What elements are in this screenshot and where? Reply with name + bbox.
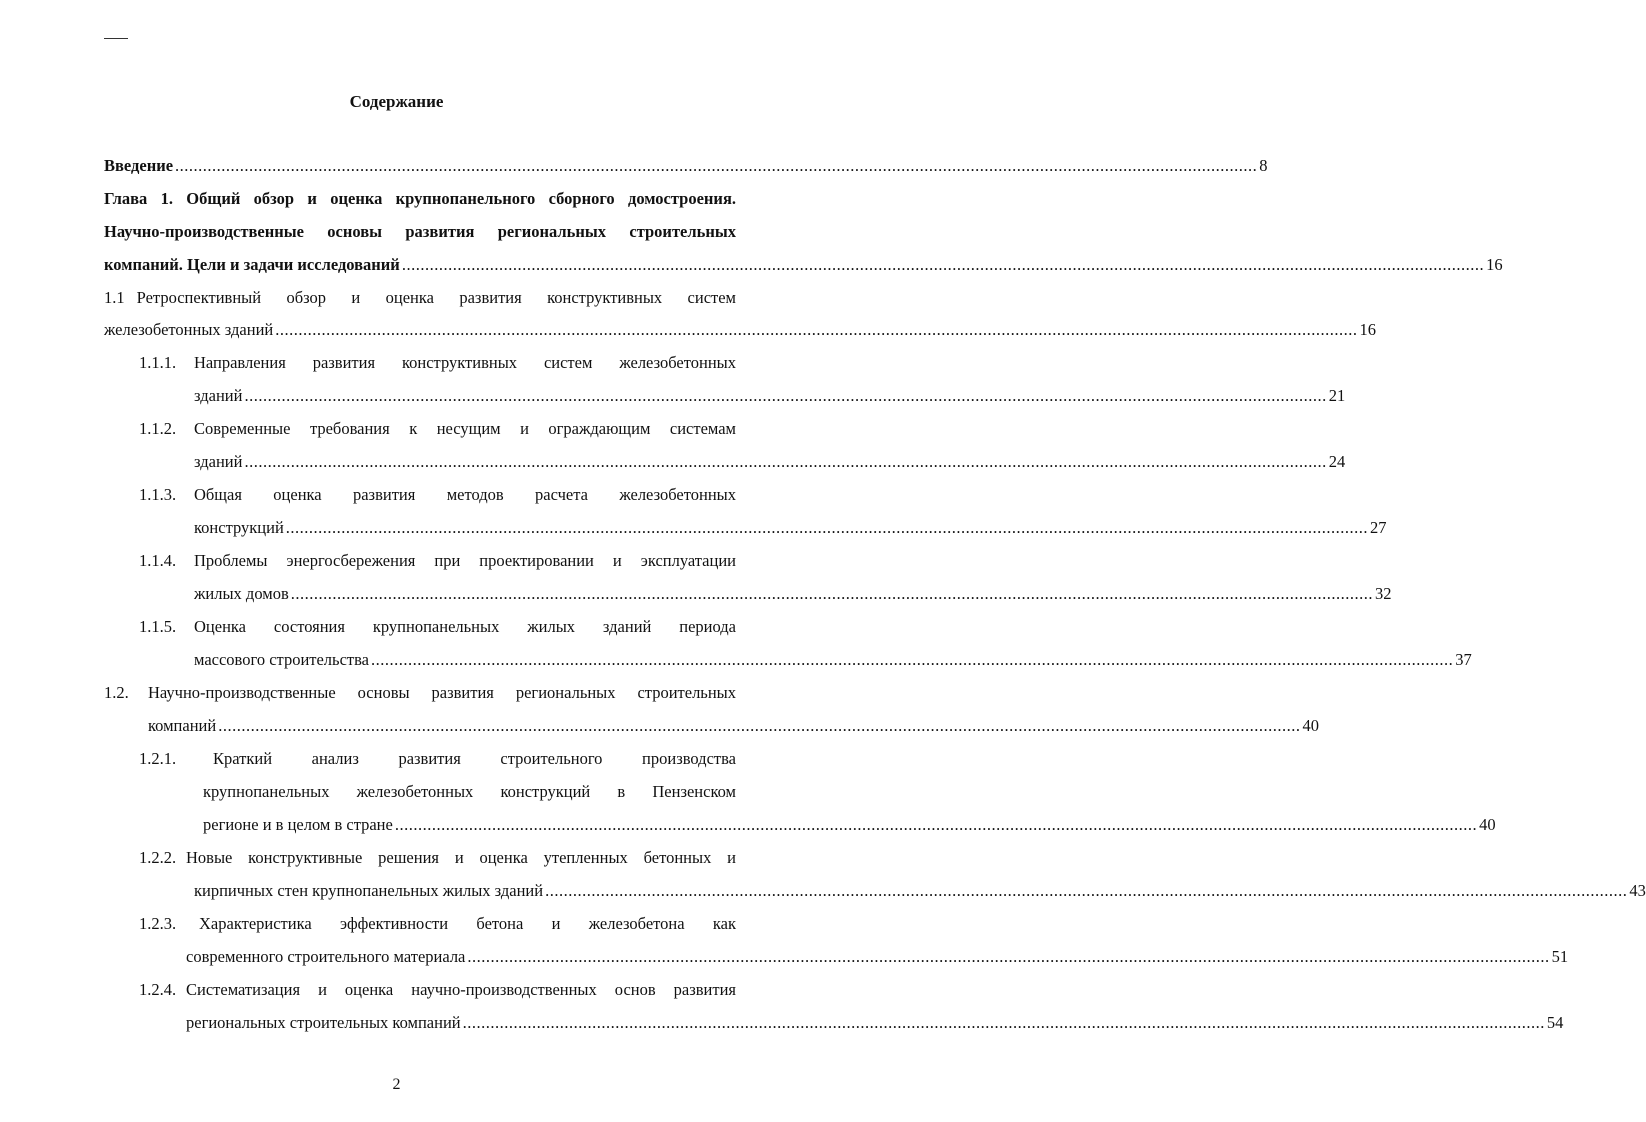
toc-section-1-2-2-line2: [194, 881, 1646, 903]
toc-entry-label: Ретроспективный обзор и оценка развития конструктивных систем: [136, 288, 736, 307]
toc-page-number: 54: [1546, 1013, 1564, 1032]
toc-entry-label: регионе и в целом в стране: [203, 815, 393, 834]
toc-section-1-2-3-line1: Характеристика эффективности бетона и железобетона как: [199, 914, 736, 933]
toc-entry-number: 1.1.5.: [139, 617, 177, 636]
toc-section-1-2-2-line1: Новые конструктивные решения и оценка утепленных бетонных и: [186, 848, 736, 867]
toc-page-number: 21: [1328, 386, 1346, 405]
toc-page-number: 24: [1328, 452, 1346, 471]
toc-entry-label: кирпичных стен крупнопанельных жилых зданий: [194, 881, 544, 900]
toc-section-1-1-1-line2: [194, 386, 1346, 408]
toc-section-1-1-4-line2: [194, 584, 1392, 606]
toc-chapter1-line1: Глава 1. Общий обзор и оценка крупнопанельного сборного домостроения.: [104, 189, 736, 208]
toc-entry-number: 1.2.1.: [139, 749, 177, 768]
toc-section-1-2-line2: [148, 716, 1319, 738]
toc-entry-label: современного строительного материала: [186, 947, 466, 966]
toc-entry-label: жилых домов: [194, 584, 289, 603]
toc-section-1-1-2-line2: [194, 452, 1346, 474]
corner-mark: [104, 38, 128, 39]
toc-chapter1-line2: Научно-производственные основы развития региональных строительных: [104, 222, 736, 241]
toc-section-1-1-1-line1: Направления развития конструктивных систем железобетонных: [194, 353, 736, 372]
toc-section-1-2-1-line1: Краткий анализ развития строительного производства: [213, 749, 736, 768]
dot-leader: ..........................................................................................................................................................................................................................................: [467, 947, 1550, 966]
toc-section-1-2-1-line2: крупнопанельных железобетонных конструкций в Пензенском: [203, 782, 736, 801]
toc-entry-label: зданий: [194, 452, 243, 471]
toc-section-1-1-3-line1: Общая оценка развития методов расчета железобетонных: [194, 485, 736, 504]
toc-page-number: 43: [1629, 881, 1646, 900]
toc-section-1-2-line1: Научно-производственные основы развития региональных строительных: [148, 683, 736, 702]
dot-leader: ..........................................................................................................................................................................................................................................: [545, 881, 1628, 900]
dot-leader: ..........................................................................................................................................................................................................................................: [371, 650, 1454, 669]
dot-leader: ..........................................................................................................................................................................................................................................: [275, 320, 1358, 339]
dot-leader: ..........................................................................................................................................................................................................................................: [462, 1013, 1545, 1032]
page-title: Содержание: [349, 92, 444, 111]
toc-section-1-2-3-line2: [186, 947, 1569, 969]
toc-entry-label: региональных строительных компаний: [186, 1013, 461, 1032]
toc-section-1-2-1-line3: [203, 815, 1496, 837]
dot-leader: ..........................................................................................................................................................................................................................................: [175, 156, 1258, 175]
dot-leader: ..........................................................................................................................................................................................................................................: [218, 716, 1301, 735]
toc-section-1-1-line1: [104, 288, 736, 310]
dot-leader: ..........................................................................................................................................................................................................................................: [244, 452, 1327, 471]
toc-entry-intro: [104, 156, 1268, 178]
toc-section-1-1-4-line1: Проблемы энергосбережения при проектировании и эксплуатации: [194, 551, 736, 570]
page-number: 2: [392, 1076, 401, 1093]
toc-entry-number: 1.2.4.: [139, 980, 177, 999]
toc-entry-number: 1.1.3.: [139, 485, 177, 504]
toc-entry-label: компаний. Цели и задачи исследований: [104, 255, 400, 274]
toc-page-number: 37: [1455, 650, 1472, 669]
toc-section-1-2-4-line1: Систематизация и оценка научно-производственных основ развития: [186, 980, 736, 999]
toc-page-number: 40: [1302, 716, 1319, 735]
toc-section-1-1-5-line1: Оценка состояния крупнопанельных жилых зданий периода: [194, 617, 736, 636]
toc-page-number: 16: [1486, 255, 1503, 274]
toc-chapter1-line3: [104, 255, 1503, 277]
toc-section-1-1-line2: [104, 320, 1376, 342]
dot-leader: ..........................................................................................................................................................................................................................................: [394, 815, 1478, 834]
toc-entry-number: 1.1.1.: [139, 353, 177, 372]
toc-entry-label: Введение: [104, 156, 174, 175]
toc-entry-label: железобетонных зданий: [104, 320, 274, 339]
toc-entry-number: 1.1.2.: [139, 419, 177, 438]
toc-entry-number: 1.1.4.: [139, 551, 177, 570]
dot-leader: ..........................................................................................................................................................................................................................................: [290, 584, 1373, 603]
toc-page-number: 27: [1370, 518, 1387, 537]
toc-entry-number: 1.1: [104, 288, 125, 307]
toc-page-number: 16: [1359, 320, 1376, 339]
toc-entry-number: 1.2.2.: [139, 848, 177, 867]
dot-leader: ..........................................................................................................................................................................................................................................: [401, 255, 1485, 274]
toc-entry-label: массового строительства: [194, 650, 369, 669]
toc-entry-label: конструкций: [194, 518, 284, 537]
toc-entry-label: зданий: [194, 386, 243, 405]
dot-leader: ..........................................................................................................................................................................................................................................: [244, 386, 1327, 405]
toc-page-number: 51: [1551, 947, 1569, 966]
toc-section-1-1-2-line1: Современные требования к несущим и ограждающим системам: [194, 419, 736, 438]
toc-section-1-1-5-line2: [194, 650, 1472, 672]
toc-entry-label: компаний: [148, 716, 217, 735]
toc-section-1-2-4-line2: [186, 1013, 1564, 1035]
toc-entry-number: 1.2.: [104, 683, 129, 702]
toc-entry-number: 1.2.3.: [139, 914, 177, 933]
dot-leader: ..........................................................................................................................................................................................................................................: [285, 518, 1369, 537]
toc-page-number: 32: [1375, 584, 1392, 603]
toc-section-1-1-3-line2: [194, 518, 1387, 540]
toc-page-number: 8: [1259, 156, 1268, 175]
toc-page-number: 40: [1479, 815, 1496, 834]
